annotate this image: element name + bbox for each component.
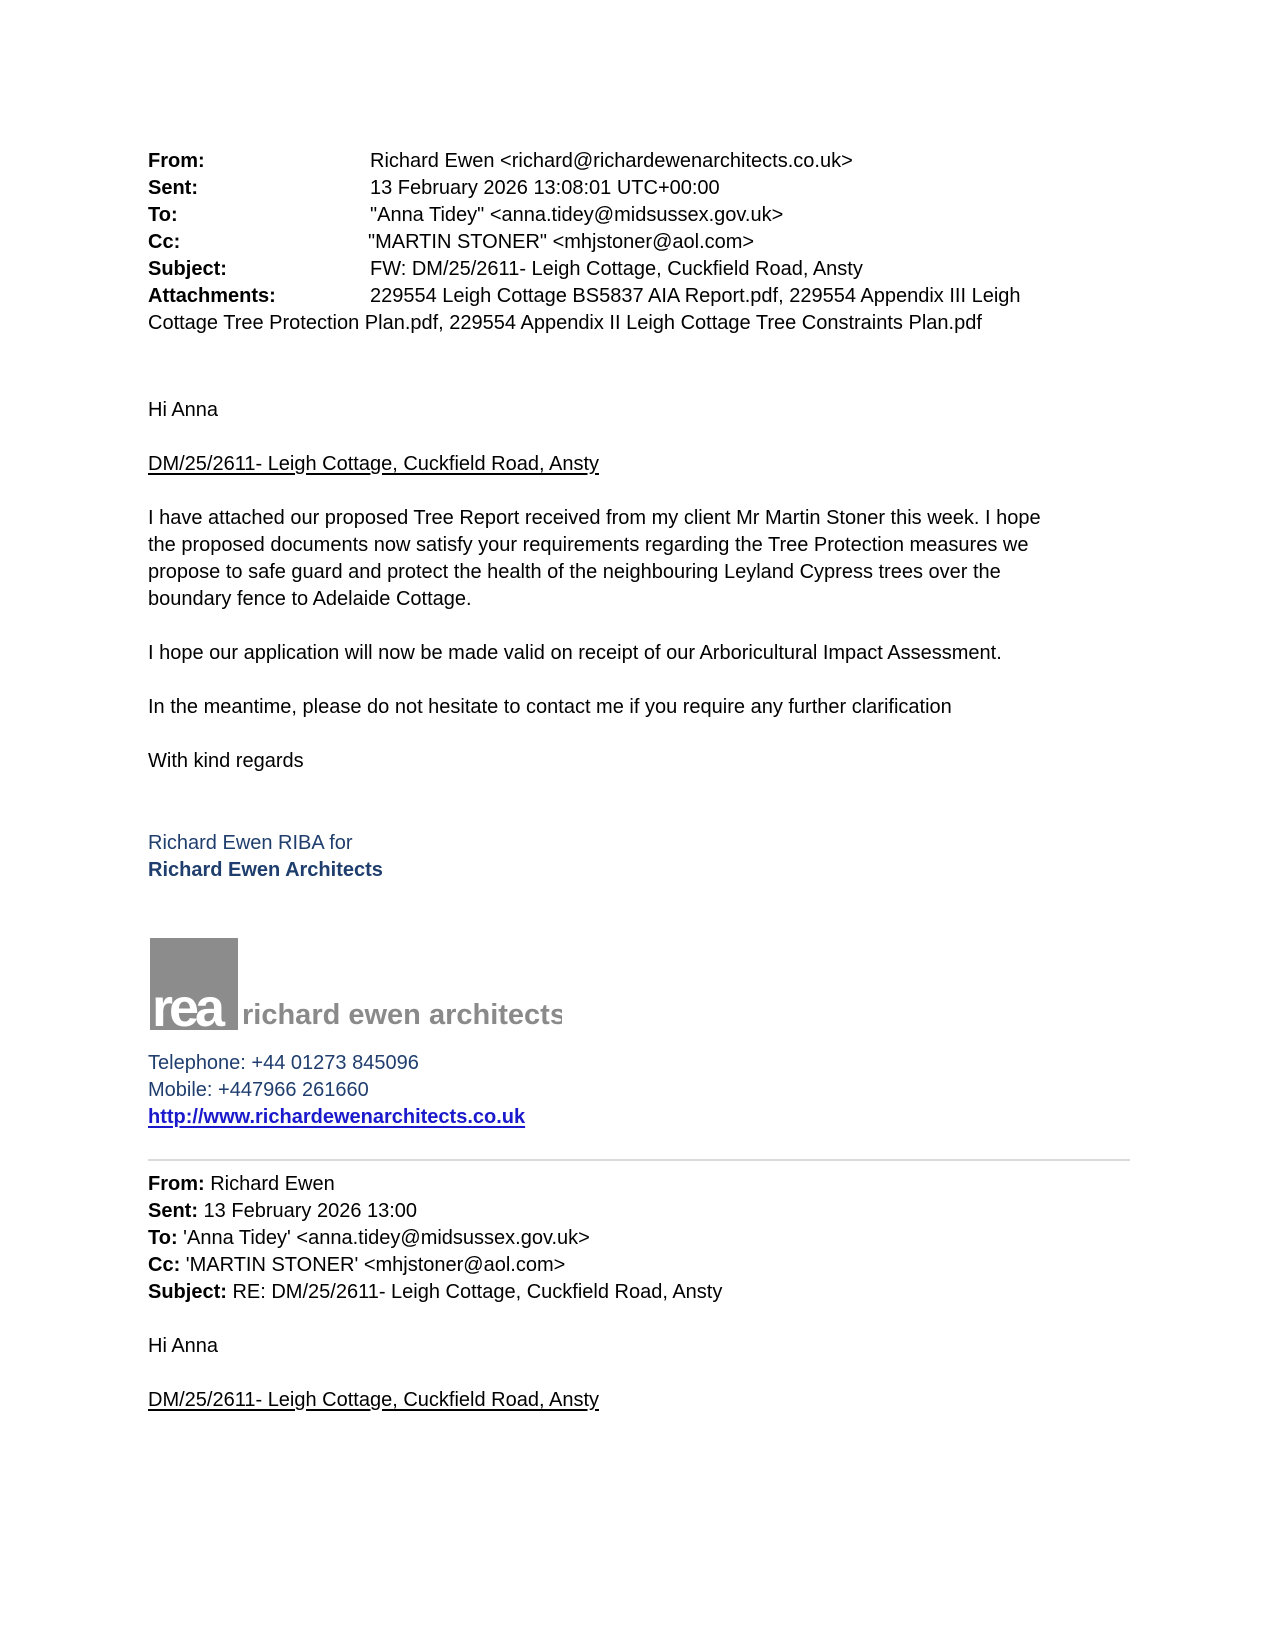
paragraph-3: In the meantime, please do not hesitate to contact me if you require any further clarification [148, 696, 952, 718]
to-value: "Anna Tidey" <anna.tidey@midsussex.gov.uk> [370, 204, 784, 226]
sent-value: 13 February 2026 13:08:01 UTC+00:00 [370, 177, 720, 199]
company-logo [150, 938, 562, 1030]
signature-telephone: Telephone: +44 01273 845096 [148, 1052, 419, 1074]
attachments-label: Attachments: [148, 285, 276, 307]
previous-to-label: To: [148, 1227, 178, 1249]
signature-company: Richard Ewen Architects [148, 859, 383, 881]
attachments-line-2[interactable]: Cottage Tree Protection Plan.pdf, 229554 Appendix II Leigh Cottage Tree Constraints Plan.pdf [148, 312, 982, 334]
paragraph-2: I hope our application will now be made valid on receipt of our Arboricultural Impact Assessment. [148, 642, 1002, 664]
signature-name: Richard Ewen RIBA for [148, 832, 353, 854]
previous-subject-label: Subject: [148, 1281, 227, 1303]
previous-from-label: From: [148, 1173, 205, 1195]
previous-cc [148, 1253, 565, 1277]
sent-label: Sent: [148, 177, 198, 199]
greeting: Hi Anna [148, 399, 219, 421]
subject-value: FW: DM/25/2611- Leigh Cottage, Cuckfield Road, Ansty [370, 258, 863, 280]
website-link[interactable]: http://www.richardewenarchitects.co.uk [148, 1106, 526, 1128]
logo-wordmark: richard ewen architects [242, 999, 562, 1030]
previous-subject-value: RE: DM/25/2611- Leigh Cottage, Cuckfield Road, Ansty [226, 1281, 723, 1303]
cc-value: "MARTIN STONER" <mhjstoner@aol.com> [368, 231, 755, 253]
previous-to-value: 'Anna Tidey' <anna.tidey@midsussex.gov.uk> [177, 1227, 590, 1249]
logo-mark: rea [152, 978, 222, 1030]
previous-cc-value: 'MARTIN STONER' <mhjstoner@aol.com> [180, 1254, 566, 1276]
previous-from-value: Richard Ewen [204, 1173, 335, 1195]
previous-sent-value: 13 February 2026 13:00 [198, 1200, 418, 1222]
paragraph-1-line-4: boundary fence to Adelaide Cottage. [148, 588, 472, 610]
paragraph-1-line-2: the proposed documents now satisfy your requirements regarding the Tree Protection measures we [148, 534, 1029, 556]
previous-greeting: Hi Anna [148, 1335, 219, 1357]
reference-heading: DM/25/2611- Leigh Cottage, Cuckfield Road, Ansty [148, 453, 599, 475]
previous-reference-heading: DM/25/2611- Leigh Cottage, Cuckfield Road, Ansty [148, 1389, 599, 1411]
cc-label: Cc: [148, 231, 181, 253]
to-label: To: [148, 204, 178, 226]
paragraph-1-line-3: propose to safe guard and protect the health of the neighbouring Leyland Cypress trees over the [148, 561, 1001, 583]
previous-subject [148, 1280, 722, 1304]
closing: With kind regards [148, 750, 304, 772]
from-label: From: [148, 150, 205, 172]
paragraph-1-line-1: I have attached our proposed Tree Report received from my client Mr Martin Stoner this week. I hope [148, 507, 1041, 529]
signature-mobile: Mobile: +447966 261660 [148, 1079, 369, 1101]
from-value: Richard Ewen <richard@richardewenarchitects.co.uk> [370, 150, 853, 172]
subject-label: Subject: [148, 258, 227, 280]
previous-sent [148, 1199, 417, 1223]
attachments-line-1[interactable]: 229554 Leigh Cottage BS5837 AIA Report.pdf, 229554 Appendix III Leigh [370, 285, 1021, 307]
previous-from [148, 1172, 335, 1196]
previous-to [148, 1226, 590, 1250]
previous-sent-label: Sent: [148, 1200, 198, 1222]
previous-cc-label: Cc: [148, 1254, 181, 1276]
quote-divider [148, 1159, 1130, 1161]
